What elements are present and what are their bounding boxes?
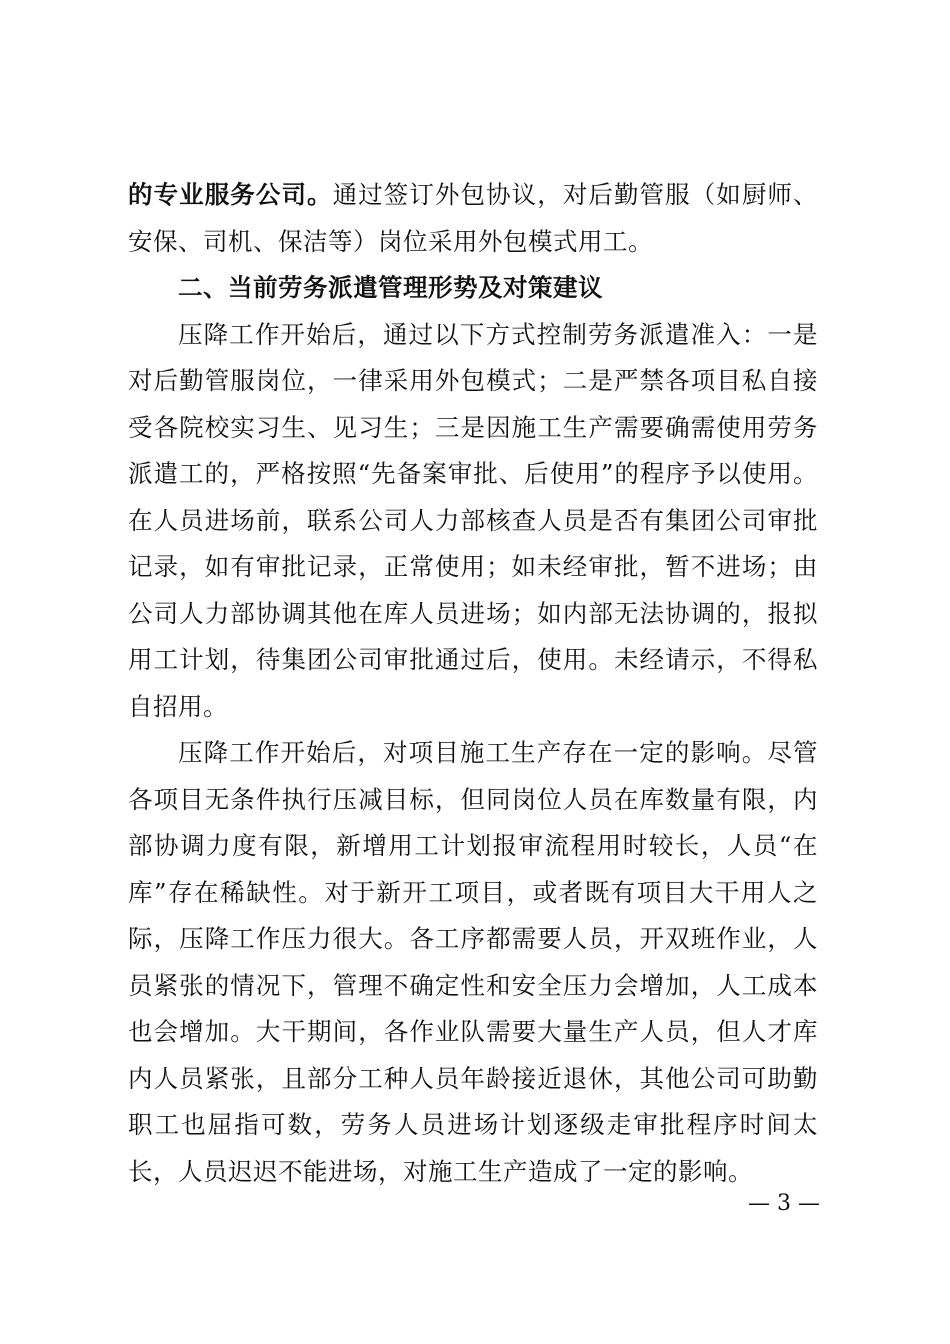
paragraph-continuation-text: 通过签订外包协议，对后勤管服（如厨师、安保、司机、保洁等）岗位采用外包模式用工。 [128,180,819,256]
body-text [128,172,818,1195]
page-number: — 3 — [748,1191,820,1216]
paragraph-impact: 压降工作开始后，对项目施工生产存在一定的影响。尽管各项目无条件执行压减目标，但同岗位人员在库数量有限，内部协调力度有限，新增用工计划报审流程用时较长，人员“在库”存在稀缺性。对于新开工项目，或者既有项目大干用人之际，压降工作压力很大。各工序都需要人员，开双班作业，人员紧张的情况下，管理不确定性和安全压力会增加，人工成本也会增加。大干期间，各作业队需要大量生产人员，但人才库内人员紧张，且部分工种人员年龄接近退休，其他公司可助勤职工也屈指可数，劳务人员进场计划逐级走审批程序时间太长，人员迟迟不能进场，对施工生产造成了一定的影响。 [128,738,818,1186]
paragraph-access-control: 压降工作开始后，通过以下方式控制劳务派遣准入：一是对后勤管服岗位，一律采用外包模式；二是严禁各项目私自接受各院校实习生、见习生；三是因施工生产需要确需使用劳务派遣工的，严格按照“先备案审批、后使用”的程序予以使用。在人员进场前，联系公司人力部核查人员是否有集团公司审批记录，如有审批记录，正常使用；如未经审批，暂不进场；由公司人力部协调其他在库人员进场；如内部无法协调的，报拟用工计划，待集团公司审批通过后，使用。未经请示，不得私自招用。 [128,319,818,721]
paragraph-continuation [128,172,818,265]
paragraph-lead-bold: 的专业服务公司。 [128,180,333,209]
section-heading: 二、当前劳务派遣管理形势及对策建议 [178,273,603,302]
